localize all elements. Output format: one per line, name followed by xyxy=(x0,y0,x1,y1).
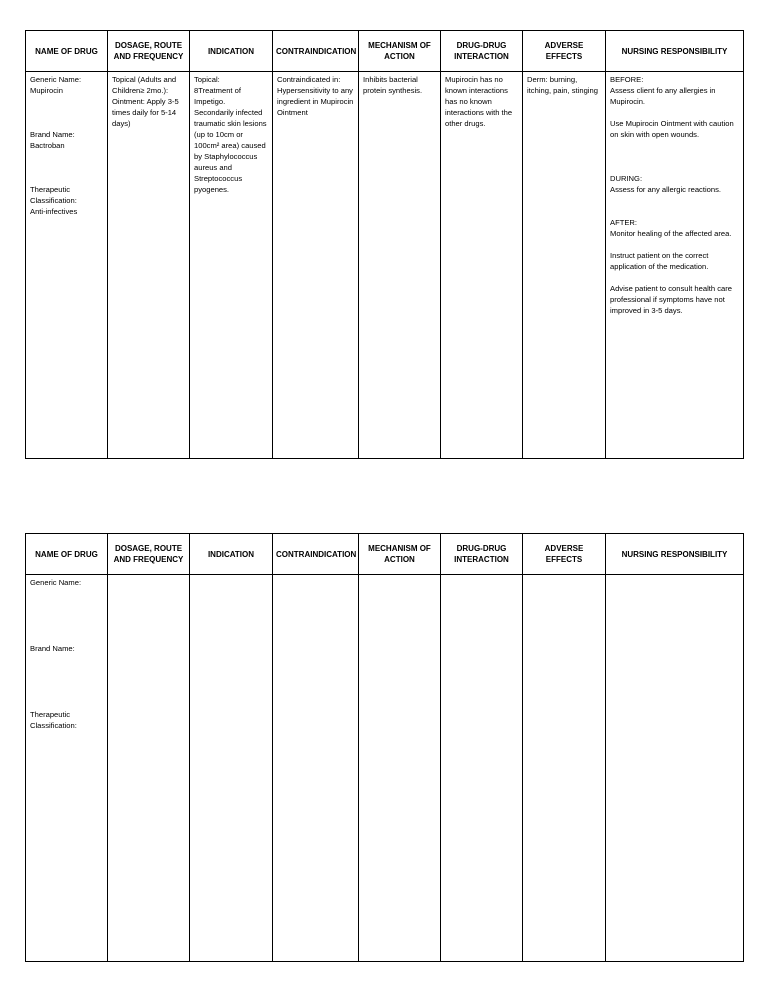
drug-row xyxy=(26,575,744,962)
name-of-drug-cell xyxy=(26,72,108,459)
header-mechanism: MECHANISM OF ACTION xyxy=(359,534,441,575)
generic-name: Generic Name: Mupirocin xyxy=(30,75,82,95)
interaction-cell xyxy=(441,72,523,459)
indication-cell xyxy=(190,72,273,459)
header-nursing-responsibility: NURSING RESPONSIBILITY xyxy=(606,31,744,72)
after-item: Advise patient to consult health care professional if symptoms have not improved in 3-5 days. xyxy=(610,284,732,315)
after-item: Instruct patient on the correct application of the medication. xyxy=(610,251,709,271)
contraindication-cell xyxy=(273,575,359,962)
header-adverse-effects: ADVERSE EFFECTS xyxy=(523,31,606,72)
indication-text: Topical: 8Treatment of Impetigo. Secondarily infected traumatic skin lesions (up to 10cm or 100cm² area) caused by Staphylococcus aureus and Streptococcus pyogenes. xyxy=(194,75,267,194)
header-indication: INDICATION xyxy=(190,534,273,575)
during-item: Assess for any allergic reactions. xyxy=(610,185,721,194)
header-interaction: DRUG-DRUG INTERACTION xyxy=(441,534,523,575)
header-contraindication: CONTRAINDICATION xyxy=(273,31,359,72)
nursing-responsibility-cell xyxy=(606,72,744,459)
header-name-of-drug: NAME OF DRUG xyxy=(26,534,108,575)
after-label: AFTER: xyxy=(610,218,638,227)
header-adverse-effects: ADVERSE EFFECTS xyxy=(523,534,606,575)
header-nursing-responsibility: NURSING RESPONSIBILITY xyxy=(606,534,744,575)
nursing-responsibility-cell xyxy=(606,575,744,962)
brand-name: Brand Name: Bactroban xyxy=(30,130,75,150)
adverse-effects-text: Derm: burning, itching, pain, stinging xyxy=(527,75,598,95)
before-item: Use Mupirocin Ointment with caution on skin with open wounds. xyxy=(610,119,734,139)
adverse-effects-cell xyxy=(523,575,606,962)
mechanism-text: Inhibits bacterial protein synthesis. xyxy=(363,75,423,95)
indication-cell xyxy=(190,575,273,962)
dosage-text: Topical (Adults and Children≥ 2mo.): Ointment: Apply 3-5 times daily for 5-14 days) xyxy=(112,75,179,128)
header-dosage: DOSAGE, ROUTE AND FREQUENCY xyxy=(108,534,190,575)
interaction-text: Mupirocin has no known interactions has no known interactions with the other drugs. xyxy=(445,75,513,128)
header-contraindication: CONTRAINDICATION xyxy=(273,534,359,575)
drug-row xyxy=(26,72,744,459)
therapeutic-classification: Therapeutic Classification: xyxy=(30,710,77,730)
brand-name: Brand Name: xyxy=(30,644,75,653)
contraindication-cell xyxy=(273,72,359,459)
dosage-cell xyxy=(108,575,190,962)
contraindication-text: Contraindicated in: Hypersensitivity to any ingredient in Mupirocin Ointment xyxy=(277,75,354,117)
interaction-cell xyxy=(441,575,523,962)
header-indication: INDICATION xyxy=(190,31,273,72)
dosage-cell xyxy=(108,72,190,459)
header-row xyxy=(26,31,744,72)
generic-name: Generic Name: xyxy=(30,578,82,587)
header-interaction: DRUG-DRUG INTERACTION xyxy=(441,31,523,72)
before-label: BEFORE: xyxy=(610,75,644,84)
after-item: Monitor healing of the affected area. xyxy=(610,229,732,238)
header-row xyxy=(26,534,744,575)
mechanism-cell xyxy=(359,575,441,962)
mechanism-cell xyxy=(359,72,441,459)
header-name-of-drug: NAME OF DRUG xyxy=(26,31,108,72)
name-of-drug-cell xyxy=(26,575,108,962)
adverse-effects-cell xyxy=(523,72,606,459)
header-mechanism: MECHANISM OF ACTION xyxy=(359,31,441,72)
drug-card-blank xyxy=(25,533,744,962)
header-dosage: DOSAGE, ROUTE AND FREQUENCY xyxy=(108,31,190,72)
drug-card-mupirocin xyxy=(25,30,744,459)
during-label: DURING: xyxy=(610,174,643,183)
before-item: Assess client fo any allergies in Mupirocin. xyxy=(610,86,716,106)
therapeutic-classification: Therapeutic Classification: Anti-infectives xyxy=(30,185,78,216)
